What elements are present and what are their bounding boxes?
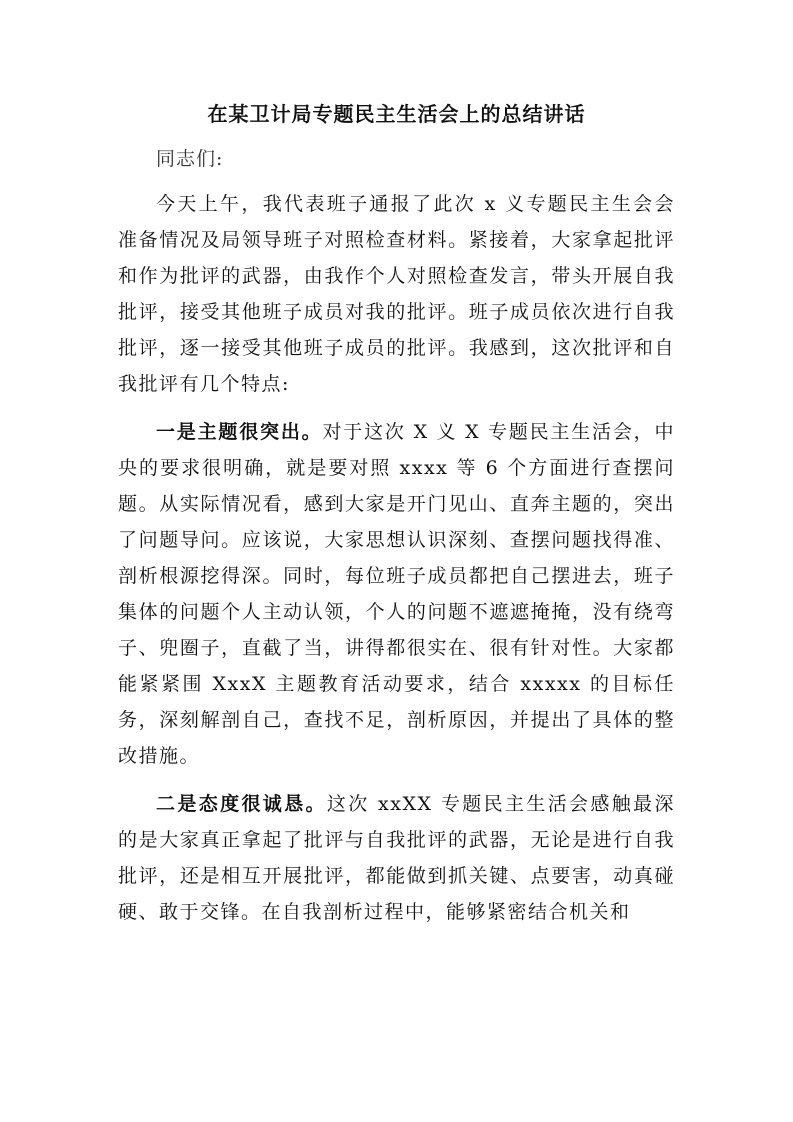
paragraph-attitude: [118, 786, 675, 930]
paragraph-text: 这次 xxXX 专题民主生活会感触最深的是大家真正拿起了批评与自我批评的武器，无论是进行自我批评，还是相互开展批评，都能做到抓关键、点要害，动真碰硬、敢于交锋。在自我剖析过程中，能够紧密结合机关和: [118, 793, 675, 923]
paragraph-lead: 二是态度很诚恳。: [156, 793, 327, 815]
paragraph-lead: 一是主题很突出。: [156, 421, 323, 443]
paragraph-text: 今天上午，我代表班子通报了此次 x 义专题民主生会会准备情况及局领导班子对照检查材料。紧接着，大家拿起批评和作为批评的武器，由我作个人对照检查发言，带头开展自我批评，接受其他班子成员对我的批评。班子成员依次进行自我批评，逐一接受其他班子成员的批评。我感到，这次批评和自我批评有几个特点:: [118, 193, 675, 395]
document-page: [118, 100, 675, 942]
paragraph-theme: [118, 414, 675, 774]
paragraph-text: 对于这次 X 义 X 专题民主生活会，中央的要求很明确，就是要对照 xxxx 等 6 个方面进行查摆问题。从实际情况看，感到大家是开门见山、直奔主题的，突出了问题导问。应该说，大家思想认识深刻、查摆问题找得准、剖析根源挖得深。同时，每位班子成员都把自己摆进去，班子集体的问题个人主动认领，个人的问题不遮遮掩掩，没有绕弯子、兜圈子，直截了当，讲得都很实在、很有针对性。大家都能紧紧围 XxxX 主题教育活动要求，结合 xxxxx 的目标任务，深刻解剖自己，查找不足，剖析原因，并提出了具体的整改措施。: [118, 421, 675, 767]
salutation: 同志们:: [156, 148, 224, 170]
paragraph-intro: [118, 186, 675, 402]
document-title: 在某卫计局专题民主生活会上的总结讲话: [207, 102, 586, 126]
